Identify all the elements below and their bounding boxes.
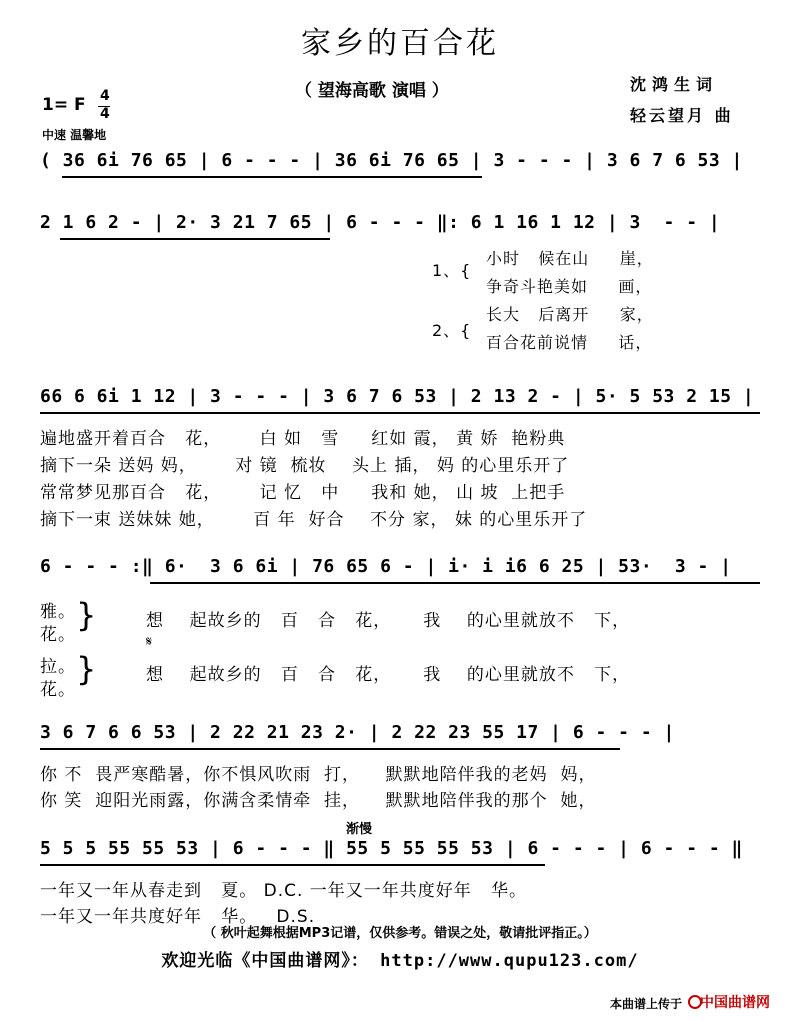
segno-sign: 𝄋 <box>146 634 153 650</box>
verse-1-line-a: 小时 候在山 崖， <box>486 249 654 268</box>
lyric-chorus-1: 想 起故乡的 百 合 花， 我 的心里就放不 下， <box>146 611 631 631</box>
underline-line-2 <box>60 238 330 240</box>
score-line-3: 66 6 6i 1 12 | 3 - - - | 3 6 7 6 53 | 2 13 2 - | 5· 5 53 2 15 | <box>40 386 755 407</box>
score-line-4: 6 - - - :‖ 6· 3 6 6i | 76 65 6 - | i· i i6 6 25 | 53· 3 - | <box>40 556 732 577</box>
lyric-chorus-2: 想 起故乡的 百 合 花， 我 的心里就放不 下， <box>146 665 631 685</box>
lyricist-credit: 沈鸿生词 <box>630 75 719 94</box>
welcome-line[interactable]: 欢迎光临《中国曲谱网》： http://www.qupu123.com/ <box>161 951 639 971</box>
brace-upper: } <box>76 596 97 634</box>
lyric-row-3d: 摘下一束 送妹妹 她， 百 年 好合 不分 家， 妹 的心里乐开了 <box>40 510 588 530</box>
time-signature-top: 4 <box>100 88 110 104</box>
key-signature: 1= F <box>42 95 86 115</box>
lyric-end-4d: 花。 <box>40 680 76 700</box>
upload-note: 本曲谱上传于 <box>610 997 683 1011</box>
site-logo-text[interactable]: 中国曲谱网 <box>700 995 770 1011</box>
underline-line-1 <box>62 176 482 178</box>
underline-line-3 <box>40 412 760 414</box>
score-line-5: 3 6 7 6 6 53 | 2 22 21 23 2· | 2 22 23 55 17 | 6 - - - | <box>40 722 675 743</box>
singer-credit: （ 望海高歌 演唱 ） <box>295 81 449 101</box>
lyric-row-3b: 摘下一朵 送妈 妈， 对 镜 梳妆 头上 插， 妈 的心里乐开了 <box>40 456 570 476</box>
score-line-2: 2 1 6 2 - | 2· 3 21 7 65 | 6 - - - ‖: 6 1 16 1 12 | 3 - - | <box>40 212 721 233</box>
lyric-row-5a: 你 不 畏严寒酷暑，你不惧风吹雨 打， 默默地陪伴我的老妈 妈， <box>40 765 597 785</box>
score-line-1: ( 36 6i 76 65 | 6 - - - | 36 6i 76 65 | 3 - - - | 3 6 7 6 53 | <box>40 150 743 171</box>
lyric-end-4a: 雅。 <box>40 602 76 622</box>
verse-1-label: 1、{ <box>432 261 472 280</box>
verse-2-line-b: 百合花前说情 话， <box>486 333 653 352</box>
lyric-end-4c: 拉。 <box>40 657 76 677</box>
brace-lower: } <box>76 650 97 688</box>
score-line-6: 5 5 5 55 55 53 | 6 - - - ‖ 55 5 55 55 53 | 6 - - - | 6 - - - ‖ <box>40 838 743 859</box>
song-title: 家乡的百合花 <box>301 26 499 61</box>
verse-1-line-b: 争奇斗艳美如 画， <box>486 277 653 296</box>
lyric-row-6b: 一年又一年共度好年 华。 D.S. <box>40 907 316 927</box>
underline-line-5 <box>40 748 620 750</box>
lyric-row-5b: 你 笑 迎阳光雨露，你满含柔情牵 挂， 默默地陪伴我的那个 她， <box>40 791 597 811</box>
verse-2-line-a: 长大 后离开 家， <box>486 305 654 324</box>
lyric-row-6a: 一年又一年从春走到 夏。 D.C. 一年又一年共度好年 华。 <box>40 881 527 901</box>
ritardando-marking: 渐慢 <box>346 822 373 837</box>
underline-line-6 <box>40 864 545 866</box>
lyric-end-4b: 花。 <box>40 625 76 645</box>
lyric-row-3c: 常常梦见那百合 花， 记 忆 中 我和 她， 山 坡 上把手 <box>40 483 566 503</box>
transcription-note: （ 秋叶起舞根据MP3记谱，仅供参考。错误之处，敬请批评指正。） <box>203 926 597 941</box>
tempo-marking: 中速 温馨地 <box>42 128 107 142</box>
lyric-row-3a: 遍地盛开着百合 花， 白 如 雪 红如 霞， 黄 娇 艳粉典 <box>40 429 566 449</box>
verse-2-label: 2、{ <box>432 321 472 340</box>
composer-credit: 轻云望月 曲 <box>630 106 734 125</box>
underline-line-4 <box>150 582 760 584</box>
time-signature-bottom: 4 <box>100 106 110 122</box>
